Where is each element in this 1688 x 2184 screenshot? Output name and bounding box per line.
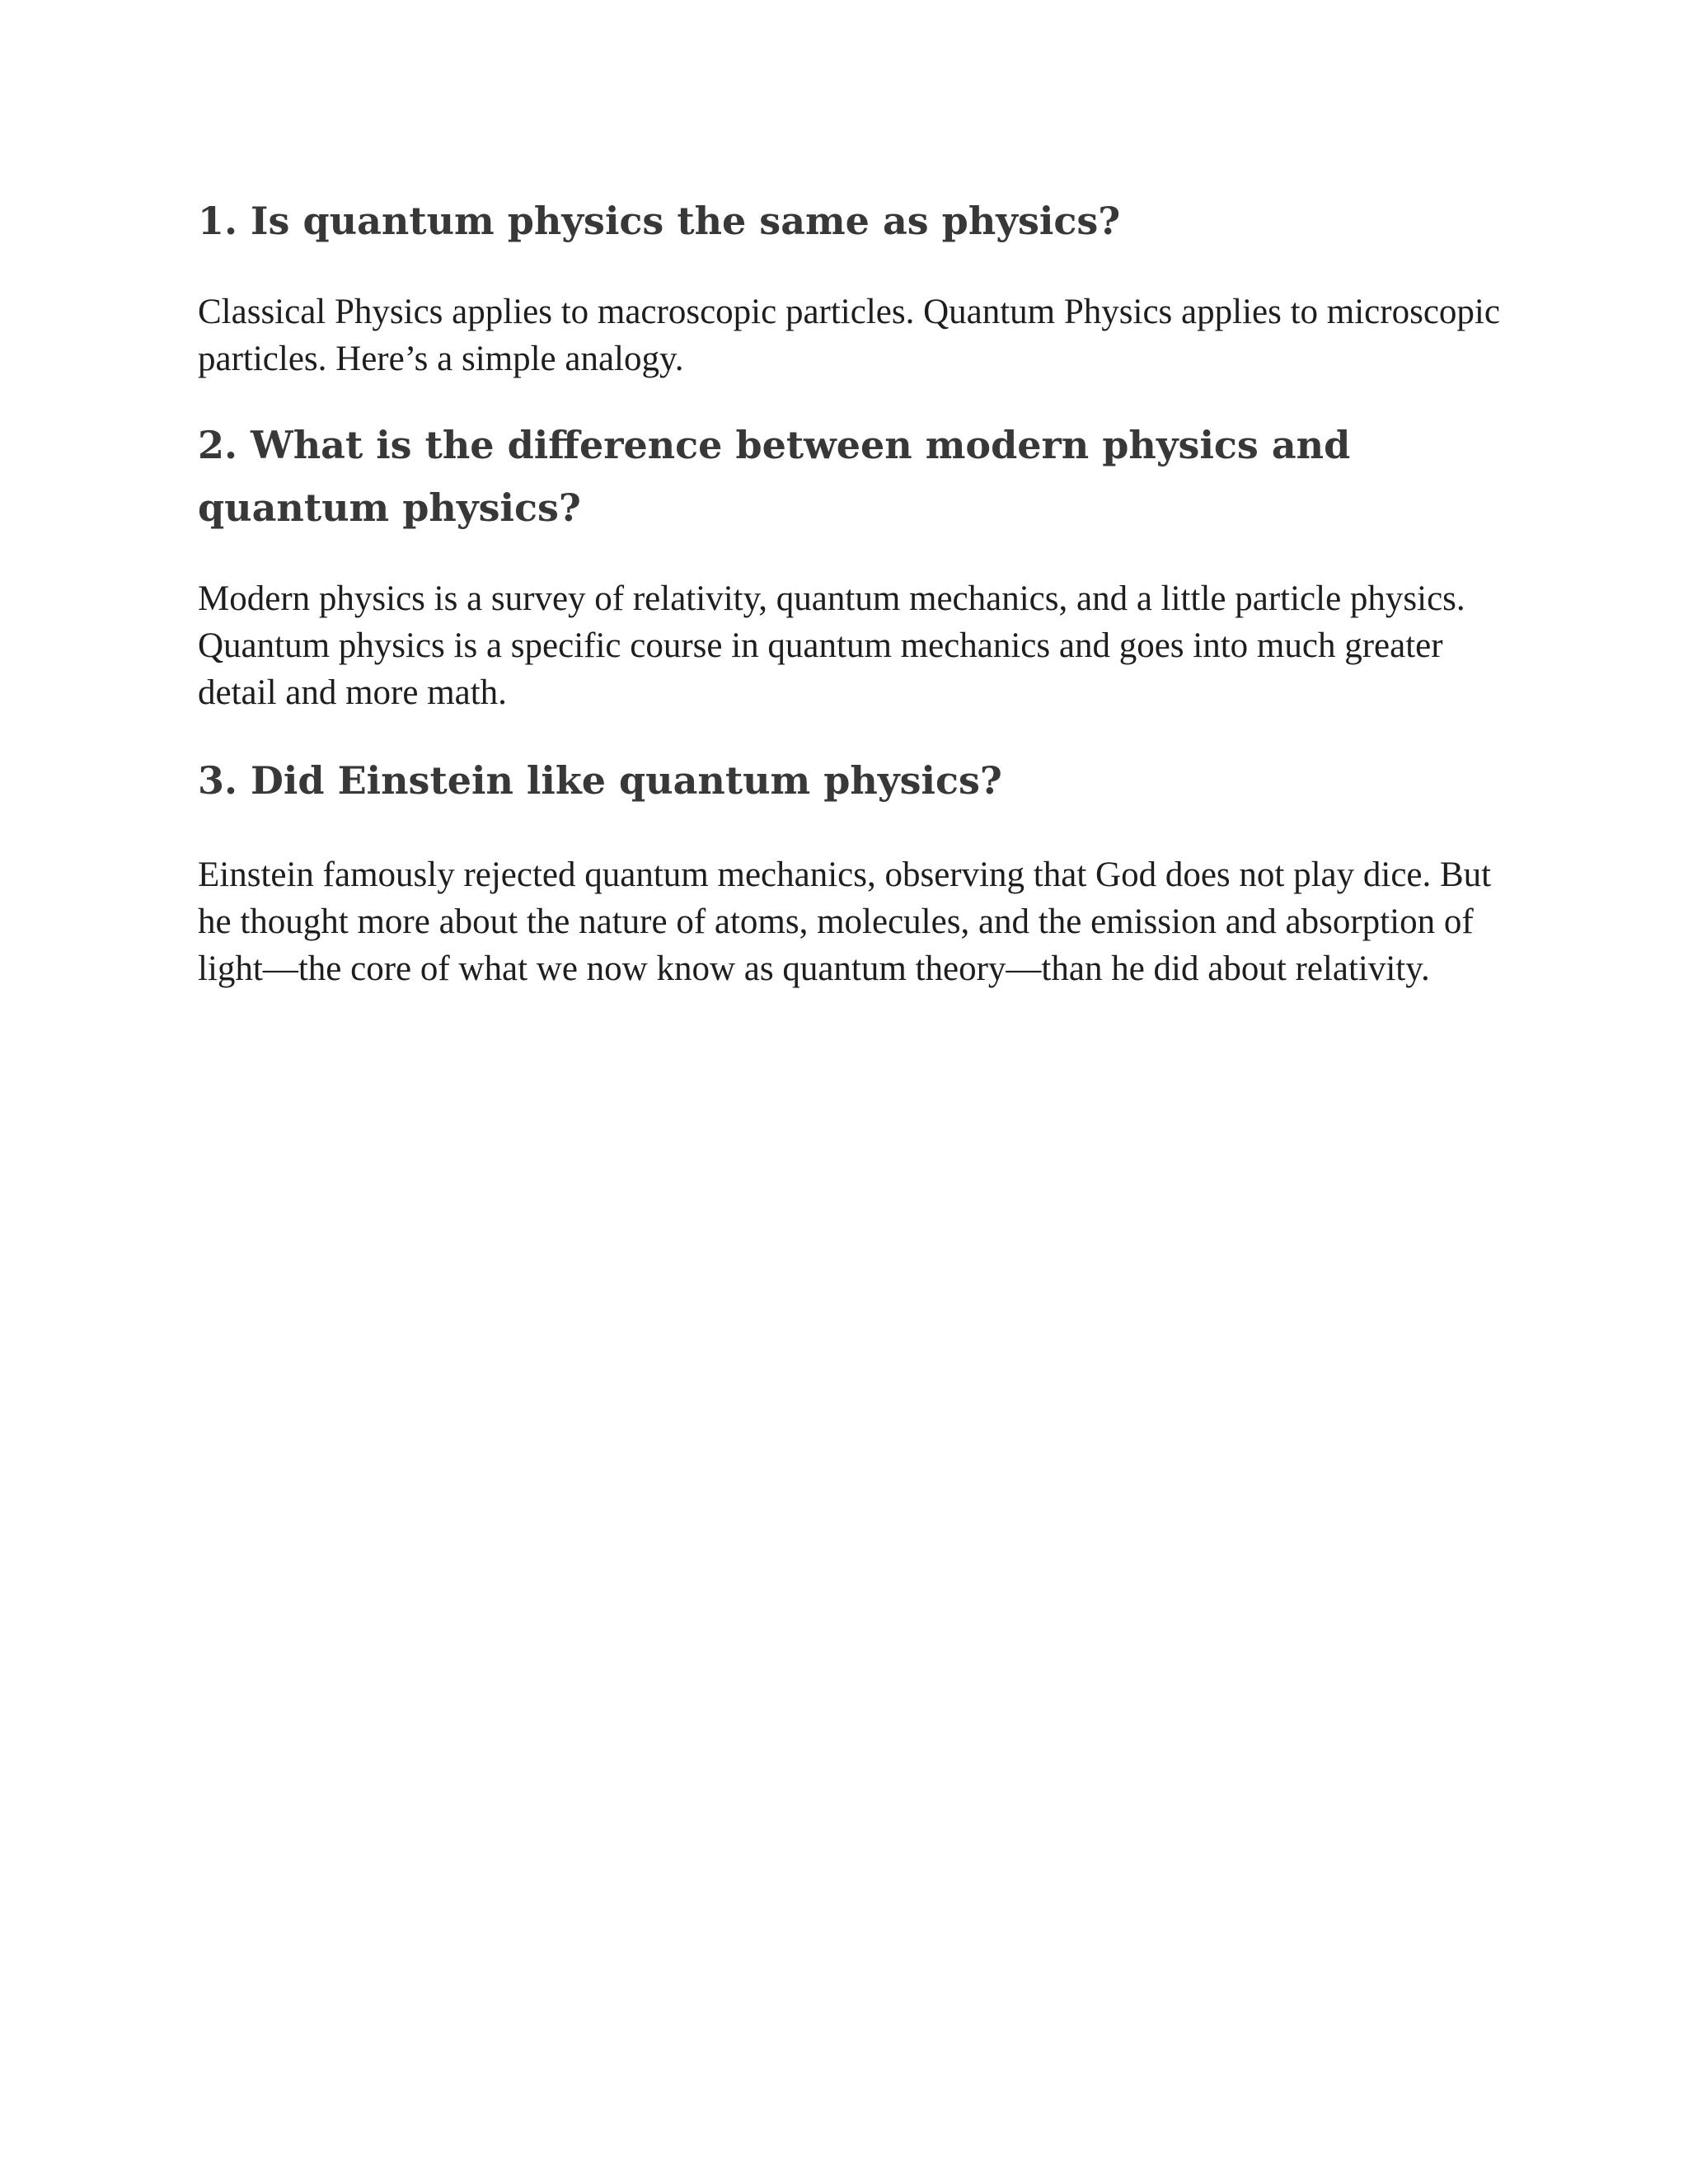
faq-question-3: 3. Did Einstein like quantum physics? xyxy=(198,758,1002,803)
faq-answer-2: Modern physics is a survey of relativity, quantum mechanics, and a little particle physics. Quantum physics is a specific course in quantum mechanics and goes into much greater detail and more math. xyxy=(198,579,1465,712)
faq-question-2: 2. What is the difference between modern physics and quantum physics? xyxy=(198,423,1351,530)
faq-section xyxy=(198,190,1517,992)
faq-answer-1: Classical Physics applies to macroscopic particles. Quantum Physics applies to microscopic particles. Here’s a simple analogy. xyxy=(198,293,1500,378)
faq-answer-3: Einstein famously rejected quantum mechanics, observing that God does not play dice. But he thought more about the nature of atoms, molecules, and the emission and absorption of light—the core of what we now know as quantum theory—than he did about relativity. xyxy=(198,855,1492,988)
faq-question-1: 1. Is quantum physics the same as physics? xyxy=(198,199,1121,243)
